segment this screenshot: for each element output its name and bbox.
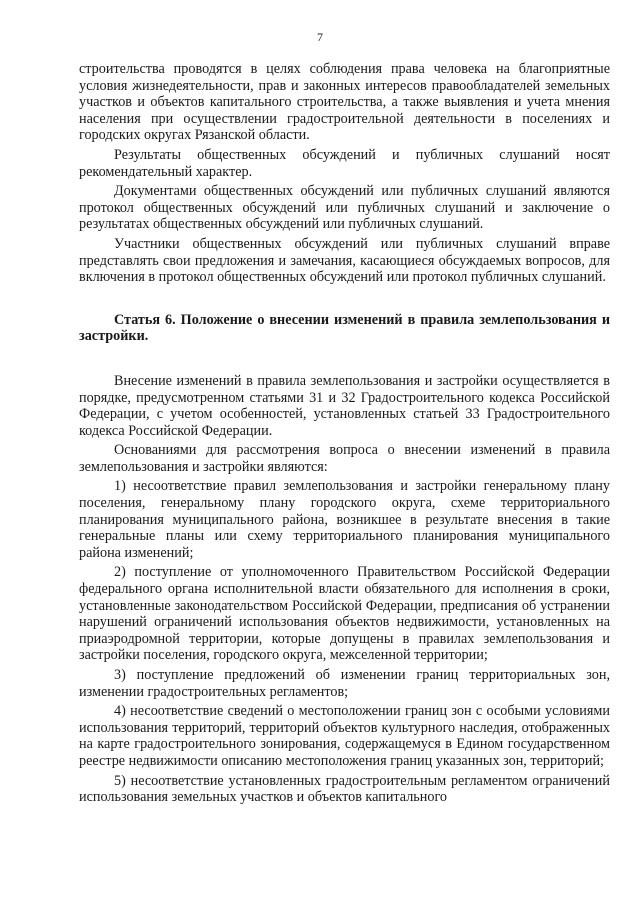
page-number: 7 [317, 30, 323, 44]
list-item: 1) несоответствие правил землепользования и застройки генеральному плану поселения, генеральному плану городского округа, схеме территориального планирования муниципального района, возникшее в результате внесения в такие генеральные планы или схему территориального планирования муниципального района изменений; [79, 478, 610, 561]
paragraph: Внесение изменений в правила землепользования и застройки осуществляется в порядке, предусмотренном статьями 31 и 32 Градостроительного кодекса Российской Федерации, с учетом особенностей, установленных статьей 33 Градостроительного кодекса Российской Федерации. [79, 372, 610, 439]
list-item: 4) несоответствие сведений о местоположении границ зон с особыми условиями использования территорий, территорий объектов культурного наследия, отображенных на карте градостроительного зонирования, содержащемуся в Едином государственном реестре недвижимости описанию местоположения границ указанных зон, территорий; [79, 703, 610, 769]
document-body [79, 61, 610, 809]
list-item: 5) несоответствие установленных градостроительным регламентом ограничений использования земельных участков и объектов капитального [79, 772, 610, 806]
paragraph-continuation: строительства проводятся в целях соблюдения права человека на благоприятные условия жизнедеятельности, прав и законных интересов правообладателей земельных участков и объектов капитального строительства, а также выявления и учета мнения населения при осуществлении градостроительной деятельности в поселениях и городских округах Рязанской области. [79, 61, 610, 144]
paragraph: Результаты общественных обсуждений и публичных слушаний носят рекомендательный характер. [79, 146, 610, 180]
list-item: 2) поступление от уполномоченного Правительством Российской Федерации федерального органа исполнительной власти обязательного для исполнения в сроки, установленные законодательством Российской Федерации, предписания об устранении нарушений ограничений использования объектов недвижимости, установленных на приаэродромной территории, которые допущены в правилах землепользования и застройки поселения, городского округа, межселенной территории; [79, 564, 610, 664]
paragraph: Документами общественных обсуждений или публичных слушаний являются протокол общественных обсуждений или публичных слушаний и заключение о результатах общественных обсуждений или публичных слушаний. [79, 183, 610, 233]
article-heading: Статья 6. Положение о внесении изменений в правила землепользования и застройки. [79, 311, 610, 345]
list-item: 3) поступление предложений об изменении границ территориальных зон, изменении градостроительных регламентов; [79, 667, 610, 700]
paragraph: Участники общественных обсуждений или публичных слушаний вправе представлять свои предложения и замечания, касающиеся обсуждаемых вопросов, для включения в протокол общественных обсуждений или протокол публичных слушаний. [79, 235, 610, 286]
paragraph: Основаниями для рассмотрения вопроса о внесении изменений в правила землепользования и застройки являются: [79, 442, 610, 475]
